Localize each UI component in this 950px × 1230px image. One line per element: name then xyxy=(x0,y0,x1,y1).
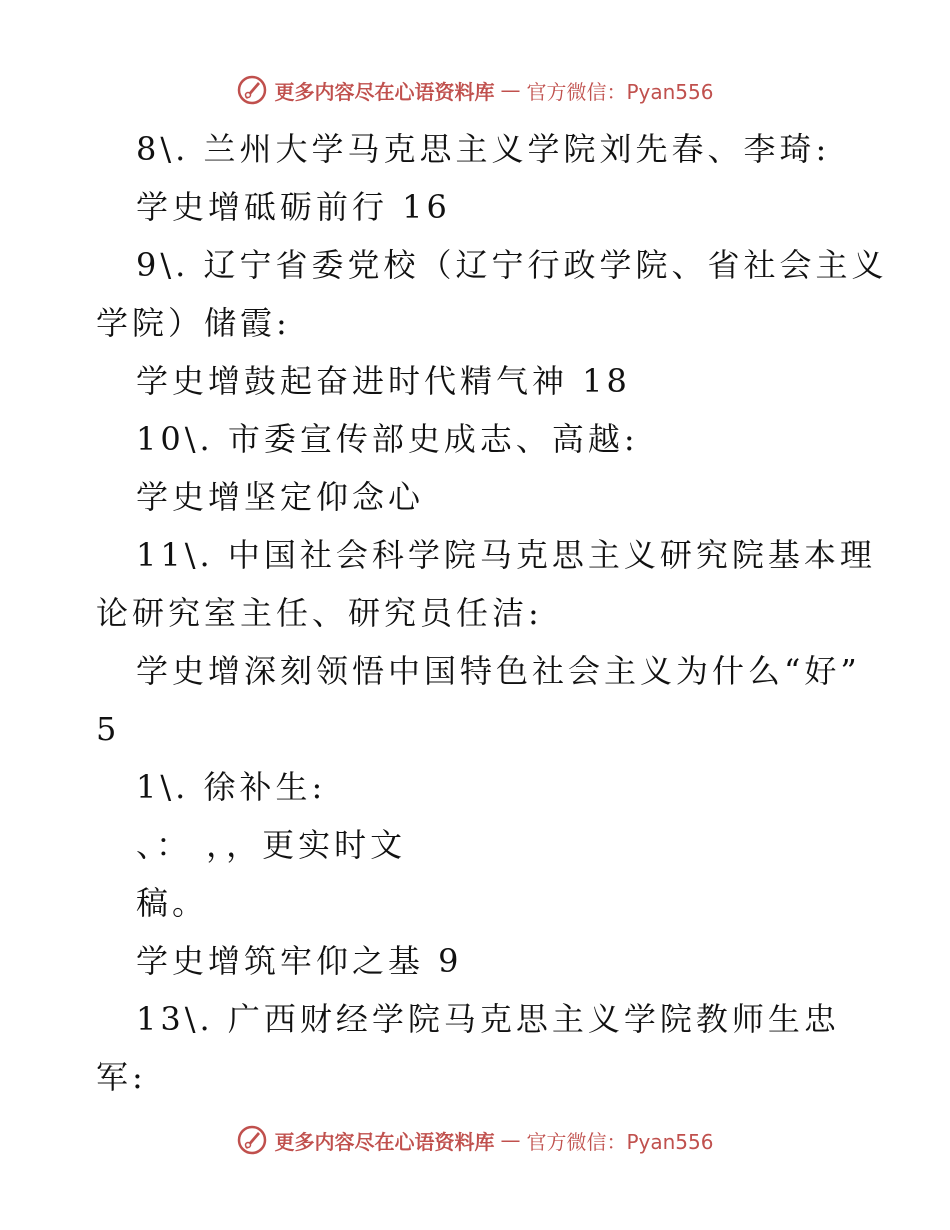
text-line: 学史增砥砺前行 16 xyxy=(136,188,451,226)
document-body xyxy=(96,120,888,1106)
text-line: 11\. 中国社会科学院马克思主义研究院基本理 xyxy=(136,536,876,574)
text-line: 1\. 徐补生: xyxy=(136,768,327,806)
header-separator: — xyxy=(500,78,521,102)
text-line: 学史增鼓起奋进时代精气神 18 xyxy=(136,362,631,400)
text-line: 论研究室主任、研究员任洁: xyxy=(96,594,543,632)
header-brand-text: 更多内容尽在心语资料库 xyxy=(274,79,495,104)
quill-logo-icon xyxy=(236,74,268,106)
text-line: 稿。 xyxy=(136,884,209,922)
footer-contact-text: 官方微信：Pyan556 xyxy=(526,1129,714,1154)
footer-banner xyxy=(236,1124,713,1156)
text-line: 、： ，，更实时文 xyxy=(136,826,407,864)
text-line: 9\. 辽宁省委党校（辽宁行政学院、省社会主义 xyxy=(136,246,888,284)
text-line: 13\. 广西财经学院马克思主义学院教师生忠 xyxy=(136,1000,840,1038)
footer-separator: — xyxy=(500,1128,521,1152)
page-footer xyxy=(0,1120,950,1160)
footer-brand-text: 更多内容尽在心语资料库 xyxy=(274,1129,495,1154)
text-line: 5 xyxy=(96,710,121,748)
header-banner xyxy=(236,74,713,106)
text-line: 8\. 兰州大学马克思主义学院刘先春、李琦: xyxy=(136,130,831,168)
text-line: 学院）储霞: xyxy=(96,304,291,342)
text-line: 学史增深刻领悟中国特色社会主义为什么“好” xyxy=(136,652,861,690)
text-line: 10\. 市委宣传部史成志、高越: xyxy=(136,420,639,458)
header-contact-text: 官方微信：Pyan556 xyxy=(526,79,714,104)
text-line: 军: xyxy=(96,1058,147,1096)
text-line: 学史增坚定仰念心 xyxy=(136,478,425,516)
text-line: 学史增筑牢仰之基 9 xyxy=(136,942,463,980)
page-header xyxy=(0,70,950,110)
quill-logo-icon xyxy=(236,1124,268,1156)
